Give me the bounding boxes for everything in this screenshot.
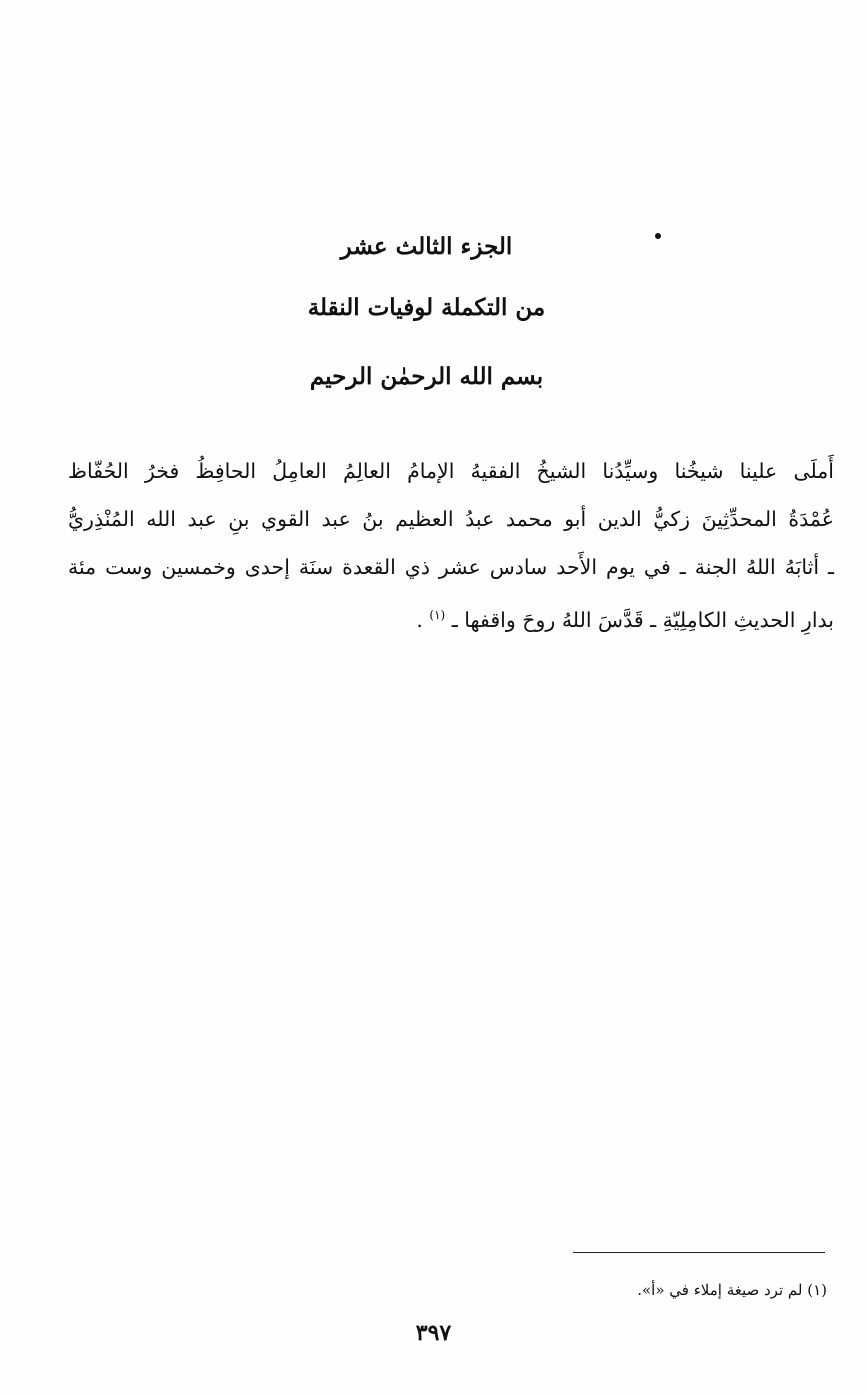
book-title: من التكملة لوفيات النقلة xyxy=(307,294,546,321)
body-line-3: ـ أثابَهُ اللهُ الجنة ـ في يوم الأَحد سادس عشر ذي القعدة سنَة إحدى وخمسين وست مئة xyxy=(68,555,834,579)
page-number: ٣٩٧ xyxy=(415,1320,452,1346)
body-line-4-period: . xyxy=(416,607,423,632)
footnote-divider xyxy=(573,1252,825,1253)
body-paragraph xyxy=(68,447,834,639)
footnote: (١) لم ترد صيغة إملاء في «أ». xyxy=(637,1281,827,1299)
footnote-reference: (١) xyxy=(429,608,446,622)
volume-title: الجزء الثالث عشر xyxy=(340,233,513,260)
body-line-4-text: بدارِ الحديثِ الكامِلِيّةِ ـ قَدَّسَ اللهُ روحَ واقفها ـ xyxy=(451,607,834,632)
body-line-2: عُمْدَةُ المحدِّثِينَ زكيُّ الدين أبو محمد عبدُ العظيم بنُ عبد القوي بنِ عبد الله المُنْذِريُّ xyxy=(68,507,834,531)
body-line-1: أَملَى علينا شيخُنا وسيِّدُنا الشيخُ الفقيهُ الإمامُ العالِمُ العامِلُ الحافِظُ فخرُ الحُفّاظ xyxy=(68,459,834,483)
body-line-4 xyxy=(68,591,834,639)
basmala: بسم الله الرحمٰن الرحيم xyxy=(309,363,544,390)
